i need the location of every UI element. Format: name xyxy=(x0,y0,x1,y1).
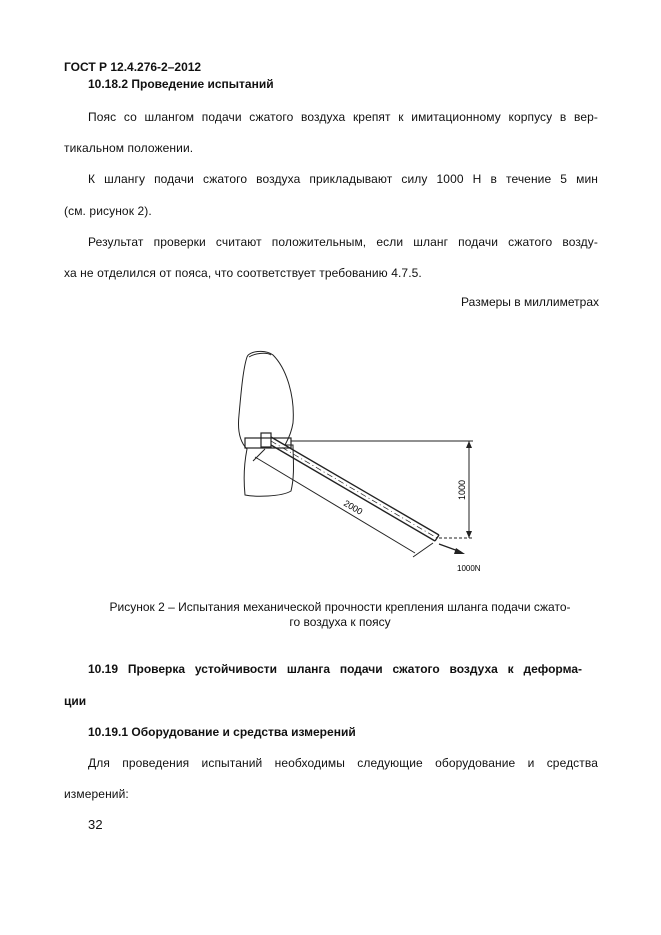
paragraph-line: тикальном положении. xyxy=(64,141,194,155)
paragraph-line: Пояс со шлангом подачи сжатого воздуха крепят к имитационному корпусу в вер- xyxy=(88,110,598,124)
height-dim: 1000 xyxy=(457,479,467,500)
mannequin-torso-outline xyxy=(238,351,293,496)
figure-caption xyxy=(60,600,620,630)
caption-line: го воздуха к поясу xyxy=(289,615,391,629)
paragraph-line: (см. рисунок 2). xyxy=(64,204,152,218)
hose-line-lower xyxy=(271,445,435,541)
length-dim-line xyxy=(255,457,415,553)
hose-length-dim: 2000 xyxy=(342,498,365,517)
section-heading-10-19: 10.19 Проверка устойчивости шланга подачи сжатого воздуха к деформа- xyxy=(88,662,582,676)
paragraph-line: Для проведения испытаний необходимы следующие оборудование и средства xyxy=(88,756,598,770)
section-heading-10-19-1: 10.19.1 Оборудование и средства измерений xyxy=(88,725,356,739)
hose-line-upper xyxy=(271,437,439,535)
paragraph-line: ха не отделился от пояса, что соответствует требованию 4.7.5. xyxy=(64,266,422,280)
hose-end xyxy=(435,535,439,541)
force-arrowhead xyxy=(454,548,465,554)
height-arrow-top xyxy=(466,441,472,448)
figure-hose-test-drawing xyxy=(225,345,495,580)
height-arrow-bottom xyxy=(466,531,472,538)
paragraph-line: Результат проверки считают положительным, если шланг подачи сжатого возду- xyxy=(88,235,598,249)
caption-line: Рисунок 2 – Испытания механической прочности крепления шланга подачи сжато- xyxy=(109,600,571,614)
force-label: 1000N xyxy=(457,564,481,573)
mannequin-neck xyxy=(249,353,271,357)
dimensions-note: Размеры в миллиметрах xyxy=(461,295,599,309)
paragraph-line: К шлангу подачи сжатого воздуха прикладывают силу 1000 Н в течение 5 мин xyxy=(88,172,598,186)
paragraph-line: измерений: xyxy=(64,787,129,801)
section-heading-10-18-2: 10.18.2 Проведение испытаний xyxy=(88,77,274,91)
section-heading-10-19-cont: ции xyxy=(64,694,87,708)
document-header: ГОСТ Р 12.4.276-2–2012 xyxy=(64,60,202,74)
hose-centerline xyxy=(271,441,437,538)
page-number: 32 xyxy=(88,817,103,832)
hose-connector xyxy=(261,433,271,447)
length-ext-2 xyxy=(413,543,433,557)
